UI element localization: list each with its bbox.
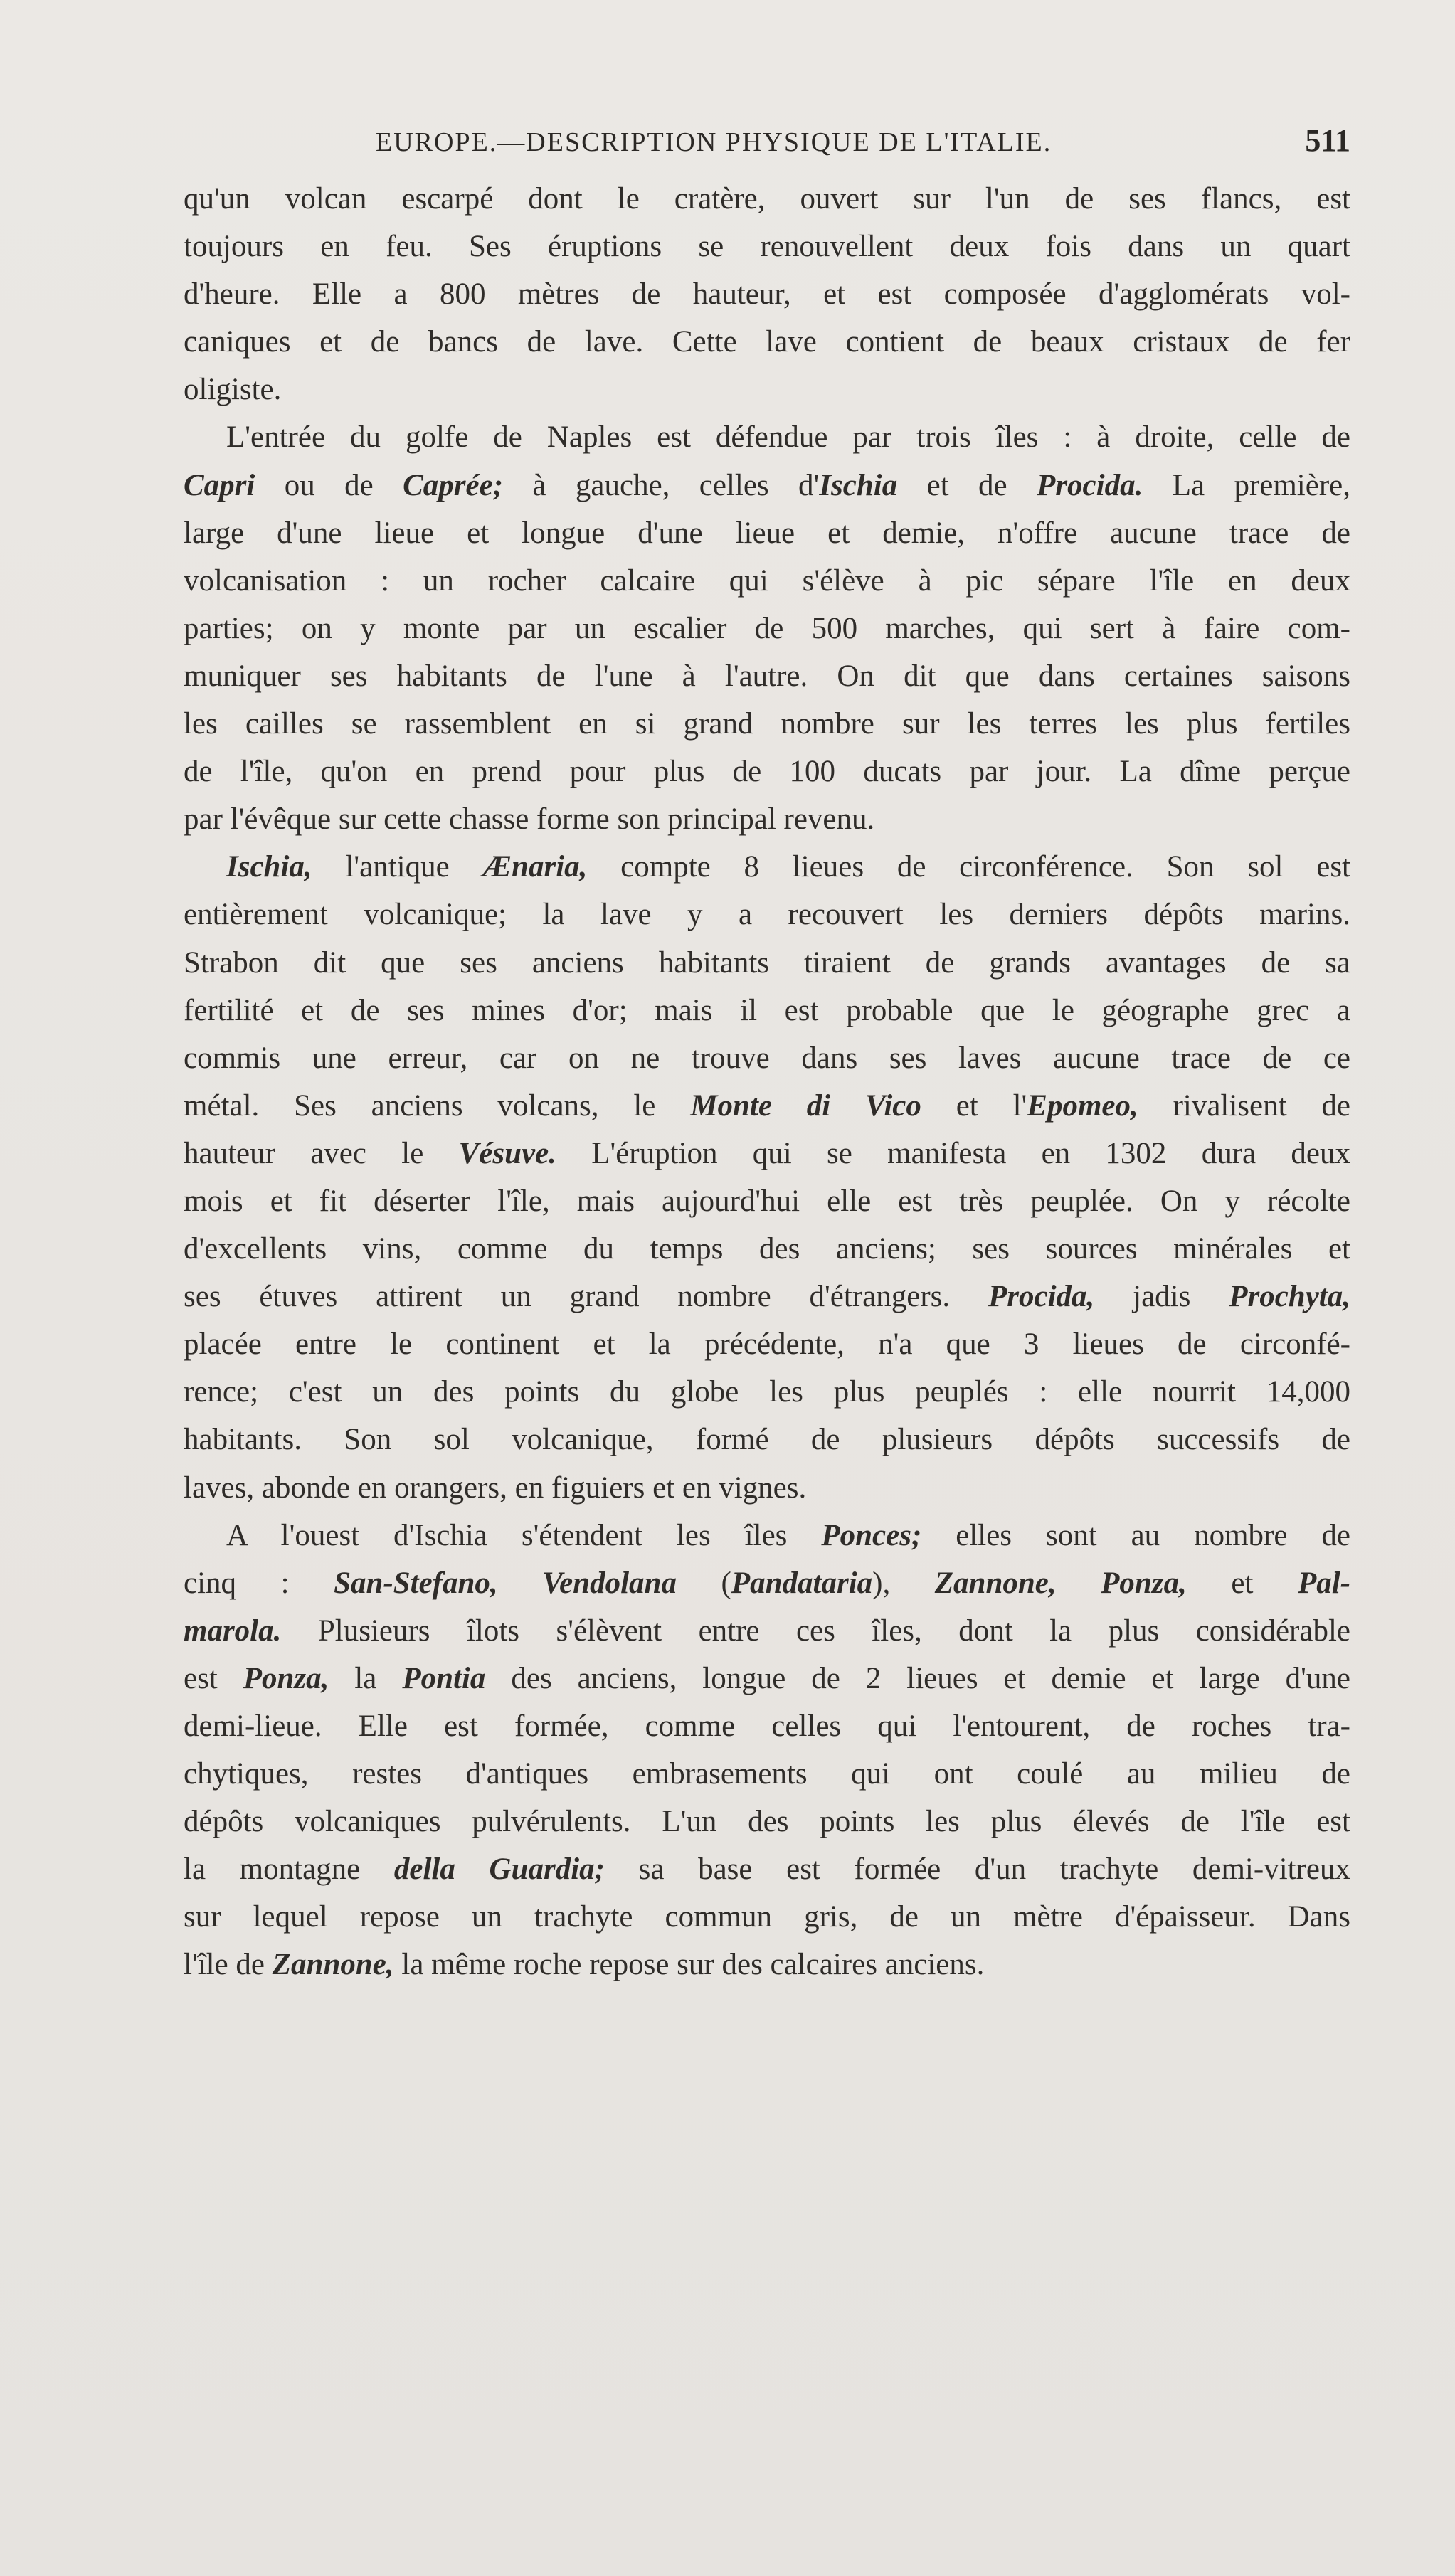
text-line <box>184 843 1350 891</box>
text-run: dépôts volcaniques pulvérulents. L'un des points les plus élevés de l'île est <box>184 1805 1350 1839</box>
text-line <box>184 1130 1350 1177</box>
text-run: compte 8 lieues de circonférence. Son sol est <box>587 850 1350 884</box>
text-line <box>184 318 1350 366</box>
text-line <box>184 557 1350 605</box>
text-run: jadis <box>1094 1280 1229 1314</box>
text-run: sa base est formée d'un trachyte demi-vitreux <box>604 1853 1350 1887</box>
text-run: Plusieurs îlots s'élèvent entre ces îles, dont la plus considérable <box>281 1613 1350 1648</box>
text-run: la <box>329 1661 403 1695</box>
text-run: volcanisation : un rocher calcaire qui s'élève à pic sépare l'île en deux <box>184 563 1350 598</box>
text-run: mois et fit déserter l'île, mais aujourd'hui elle est très peuplée. On y récolte <box>184 1184 1350 1218</box>
text-line <box>184 270 1350 318</box>
italic-term: Zannone, Ponza, <box>934 1566 1187 1600</box>
text-run: la montagne <box>184 1853 394 1887</box>
text-line <box>184 700 1350 748</box>
text-run: Strabon dit que ses anciens habitants tiraient de grands avantages de sa <box>184 945 1350 980</box>
running-header <box>184 122 1350 165</box>
italic-term: Zannone, <box>272 1948 394 1982</box>
text-line <box>184 366 1350 413</box>
body-text <box>184 175 1350 1989</box>
text-line <box>184 1177 1350 1225</box>
italic-term: marola. <box>184 1613 282 1648</box>
text-line <box>184 1702 1350 1750</box>
text-line <box>184 652 1350 700</box>
text-line <box>184 1464 1350 1512</box>
italic-term: Pandataria <box>731 1566 873 1600</box>
italic-term: Pal- <box>1297 1566 1351 1600</box>
text-run: laves, abonde en orangers, en figuiers et en vignes. <box>184 1470 807 1505</box>
text-run: habitants. Son sol volcanique, formé de plusieurs dépôts successifs de <box>184 1423 1350 1457</box>
text-run: d'excellents vins, comme du temps des anciens; ses sources minérales et <box>184 1232 1350 1266</box>
italic-term: Prochyta, <box>1229 1280 1350 1314</box>
text-run: ( <box>676 1566 731 1600</box>
text-run: de l'île, qu'on en prend pour plus de 100 ducats par jour. La dîme perçue <box>184 755 1350 789</box>
text-run: elles sont au nombre de <box>921 1518 1350 1552</box>
text-run: large d'une lieue et longue d'une lieue et demie, n'offre aucune trace de <box>184 516 1350 550</box>
text-run: la même roche repose sur des calcaires anciens. <box>393 1948 985 1982</box>
text-line <box>184 987 1350 1034</box>
text-run: métal. Ses anciens volcans, le <box>184 1088 691 1123</box>
text-line <box>184 1034 1350 1082</box>
text-run: parties; on y monte par un escalier de 500 marches, qui sert à faire com- <box>184 611 1350 645</box>
text-run: par l'évêque sur cette chasse forme son principal revenu. <box>184 802 875 837</box>
text-run: chytiques, restes d'antiques embrasements qui ont coulé au milieu de <box>184 1757 1350 1791</box>
italic-term: Vésuve. <box>458 1136 556 1170</box>
text-run: ou de <box>255 468 403 502</box>
text-line <box>184 509 1350 557</box>
text-line <box>184 1512 1350 1559</box>
running-title: EUROPE.—DESCRIPTION PHYSIQUE DE L'ITALIE. <box>376 127 1052 157</box>
italic-term: della Guardia; <box>393 1853 605 1887</box>
text-line <box>184 891 1350 938</box>
text-line <box>184 1893 1350 1941</box>
text-line <box>184 1798 1350 1845</box>
text-run: cinq : <box>184 1566 334 1600</box>
text-run: et l' <box>921 1088 1027 1123</box>
text-line <box>184 1607 1350 1655</box>
text-run: commis une erreur, car on ne trouve dans ses laves aucune trace de ce <box>184 1041 1350 1075</box>
text-run: à gauche, celles d' <box>503 468 820 502</box>
text-run: hauteur avec le <box>184 1136 459 1170</box>
text-run: rence; c'est un des points du globe les plus peuplés : elle nourrit 14,000 <box>184 1375 1350 1409</box>
text-line <box>184 1941 1350 1988</box>
text-run: des anciens, longue de 2 lieues et demie et large d'une <box>485 1661 1350 1695</box>
text-line <box>184 1320 1350 1368</box>
italic-term: Ponza, <box>243 1661 329 1695</box>
text-run: demi-lieue. Elle est formée, comme celles qui l'entourent, de roches tra- <box>184 1710 1350 1743</box>
text-line <box>184 1273 1350 1320</box>
text-run: entièrement volcanique; la lave y a recouvert les derniers dépôts marins. <box>184 898 1350 932</box>
text-run: sur lequel repose un trachyte commun gris, de un mètre d'épaisseur. Dans <box>184 1900 1350 1934</box>
text-run: ses étuves attirent un grand nombre d'étrangers. <box>184 1280 988 1314</box>
italic-term: Ænaria, <box>482 850 588 884</box>
text-line <box>184 175 1350 223</box>
text-run: oligiste. <box>184 373 282 407</box>
italic-term: San-Stefano, Vendolana <box>334 1566 677 1600</box>
text-run: l'île de <box>184 1948 273 1982</box>
italic-term: Monte di Vico <box>690 1088 921 1123</box>
text-line <box>184 223 1350 270</box>
text-run: les cailles se rassemblent en si grand nombre sur les terres les plus fertiles <box>184 707 1350 741</box>
text-line <box>184 748 1350 795</box>
text-run: et de <box>897 468 1037 502</box>
text-run: est <box>184 1661 243 1695</box>
text-run: placée entre le continent et la précédente, n'a que 3 lieues de circonfé- <box>184 1327 1350 1362</box>
text-run: qu'un volcan escarpé dont le cratère, ouvert sur l'un de ses flancs, est <box>184 182 1350 216</box>
text-line <box>184 462 1350 509</box>
text-run: l'antique <box>312 850 483 884</box>
text-line <box>184 1845 1350 1893</box>
text-line <box>184 939 1350 987</box>
text-run: toujours en feu. Ses éruptions se renouvellent deux fois dans un quart <box>184 230 1350 264</box>
text-line <box>184 1368 1350 1416</box>
text-run: La première, <box>1143 468 1350 502</box>
text-run: rivalisent de <box>1138 1088 1350 1123</box>
italic-term: Ponces; <box>821 1518 922 1552</box>
italic-term: Procida. <box>1037 468 1143 502</box>
text-line <box>184 795 1350 843</box>
text-line <box>184 605 1350 652</box>
italic-term: Procida, <box>988 1280 1095 1314</box>
text-line <box>184 1750 1350 1798</box>
text-line <box>184 1559 1350 1607</box>
text-line <box>184 1416 1350 1463</box>
italic-term: Ischia, <box>226 850 312 884</box>
italic-term: Capri <box>184 468 255 502</box>
text-run: L'entrée du golfe de Naples est défendue par trois îles : à droite, celle de <box>226 420 1350 455</box>
italic-term: Ischia <box>819 468 898 502</box>
text-run: A l'ouest d'Ischia s'étendent les îles <box>226 1518 822 1552</box>
italic-term: Caprée; <box>403 468 504 502</box>
text-run: et <box>1186 1566 1298 1600</box>
text-run: L'éruption qui se manifesta en 1302 dura deux <box>556 1136 1350 1170</box>
text-line <box>184 1082 1350 1130</box>
text-line <box>184 1655 1350 1702</box>
text-line <box>184 1225 1350 1273</box>
text-line <box>184 413 1350 461</box>
text-run: muniquer ses habitants de l'une à l'autre. On dit que dans certaines saisons <box>184 659 1350 693</box>
text-run: ), <box>872 1566 935 1600</box>
italic-term: Pontia <box>402 1661 486 1695</box>
text-run: caniques et de bancs de lave. Cette lave contient de beaux cristaux de fer <box>184 325 1350 359</box>
text-run: fertilité et de ses mines d'or; mais il est probable que le géographe grec a <box>184 993 1350 1027</box>
italic-term: Epomeo, <box>1027 1088 1138 1123</box>
page-number: 511 <box>1305 123 1350 158</box>
text-run: d'heure. Elle a 800 mètres de hauteur, et est composée d'agglomérats vol- <box>184 277 1350 312</box>
